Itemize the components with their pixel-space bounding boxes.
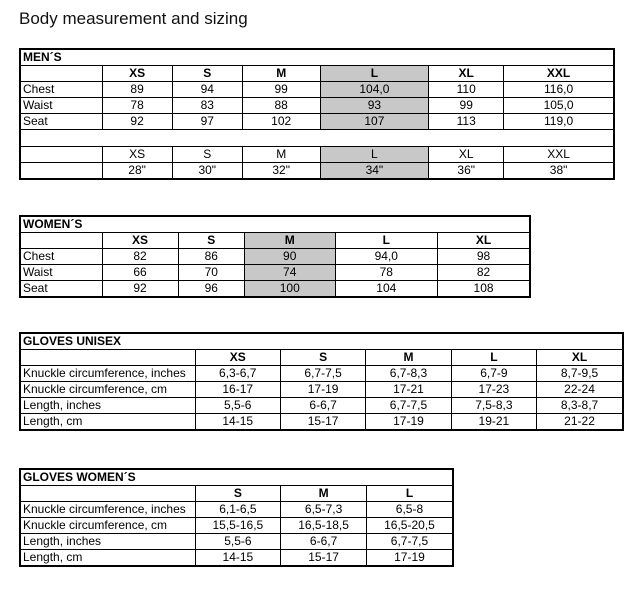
table-cell: 99 — [429, 98, 504, 114]
table-cell: 90 — [244, 249, 335, 265]
size-header: M — [281, 486, 367, 502]
table-cell: 86 — [178, 249, 244, 265]
table-cell: 108 — [438, 281, 530, 298]
size-header: L — [335, 233, 438, 249]
size-header: L — [366, 486, 453, 502]
table-cell: XL — [429, 147, 504, 163]
size-header-row — [20, 486, 453, 502]
mens-size-table — [19, 48, 615, 180]
table-cell: 17-23 — [451, 382, 536, 398]
table-cell: 6-6,7 — [281, 534, 367, 550]
table-cell: 17-19 — [366, 550, 453, 567]
table-cell: 110 — [429, 82, 504, 98]
table-cell: 89 — [102, 82, 172, 98]
row-label: Length, inches — [20, 534, 195, 550]
table-row — [20, 382, 623, 398]
header-empty-cell — [20, 350, 195, 366]
row-label: Waist — [20, 98, 102, 114]
size-header: XL — [429, 66, 504, 82]
spacer-cell — [20, 130, 614, 147]
table-cell: 98 — [438, 249, 530, 265]
row-label: Length, cm — [20, 550, 195, 567]
row-label: Seat — [20, 114, 102, 130]
table-cell: 6-6,7 — [280, 398, 365, 414]
row-label: Waist — [20, 265, 102, 281]
table-row — [20, 249, 530, 265]
row-label: Knuckle circumference, cm — [20, 382, 195, 398]
row-label: Length, cm — [20, 414, 195, 431]
table-cell: 19-21 — [451, 414, 536, 431]
table-cell: 82 — [102, 249, 178, 265]
table-cell: 119,0 — [504, 114, 614, 130]
table-cell: 100 — [244, 281, 335, 298]
table-cell: 6,7-8,3 — [366, 366, 451, 382]
inch-size-row — [20, 147, 614, 163]
table-cell: 5,5-6 — [195, 534, 281, 550]
size-header: L — [320, 66, 429, 82]
table-cell: XS — [102, 147, 172, 163]
table-cell: 78 — [102, 98, 172, 114]
table-row — [20, 414, 623, 431]
inch-value-row — [20, 163, 614, 180]
size-header: XXL — [504, 66, 614, 82]
table-row — [20, 550, 453, 567]
size-header: XL — [438, 233, 530, 249]
size-header: S — [195, 486, 281, 502]
table-cell: 97 — [172, 114, 242, 130]
table-cell: 16-17 — [195, 382, 280, 398]
size-header: XS — [102, 233, 178, 249]
table-cell: 32" — [242, 163, 320, 180]
table-cell: 83 — [172, 98, 242, 114]
table-cell: 6,5-7,3 — [281, 502, 367, 518]
table-row — [20, 518, 453, 534]
table-cell: 14-15 — [195, 550, 281, 567]
table-cell: 94 — [172, 82, 242, 98]
size-header: XS — [195, 350, 280, 366]
table-cell: 92 — [102, 281, 178, 298]
table-row — [20, 534, 453, 550]
womens-size-table — [19, 215, 531, 298]
table-cell: 94,0 — [335, 249, 438, 265]
table-cell: 16,5-18,5 — [281, 518, 367, 534]
table-cell: 16,5-20,5 — [366, 518, 453, 534]
row-label: Length, inches — [20, 398, 195, 414]
header-empty-cell — [20, 233, 102, 249]
table-cell: 116,0 — [504, 82, 614, 98]
table-cell: 30" — [172, 163, 242, 180]
size-header: M — [244, 233, 335, 249]
page-title: Body measurement and sizing — [19, 9, 248, 28]
table-cell: 6,7-7,5 — [366, 534, 453, 550]
table-cell: 8,7-9,5 — [537, 366, 623, 382]
size-header: S — [172, 66, 242, 82]
table-row — [20, 281, 530, 298]
size-header: M — [242, 66, 320, 82]
table-cell: 5,5-6 — [195, 398, 280, 414]
empty-cell — [20, 147, 102, 163]
size-header-row — [20, 350, 623, 366]
row-label: Knuckle circumference, cm — [20, 518, 195, 534]
table-cell: 8,3-8,7 — [537, 398, 623, 414]
table-cell: 88 — [242, 98, 320, 114]
table-cell: 107 — [320, 114, 429, 130]
table-row — [20, 398, 623, 414]
header-empty-cell — [20, 486, 195, 502]
table-cell: 104 — [335, 281, 438, 298]
table-cell: 6,7-9 — [451, 366, 536, 382]
table-cell: 104,0 — [320, 82, 429, 98]
table-cell: 92 — [102, 114, 172, 130]
table-cell: 6,5-8 — [366, 502, 453, 518]
size-header: XL — [537, 350, 623, 366]
table-caption: WOMEN´S — [20, 216, 530, 233]
table-cell: 38" — [504, 163, 614, 180]
table-cell: 15-17 — [280, 414, 365, 431]
size-header-row — [20, 66, 614, 82]
table-row — [20, 366, 623, 382]
size-header: S — [280, 350, 365, 366]
table-cell: 15-17 — [281, 550, 367, 567]
table-cell: 93 — [320, 98, 429, 114]
table-row — [20, 265, 530, 281]
table-cell: 70 — [178, 265, 244, 281]
size-header: S — [178, 233, 244, 249]
table-caption: GLOVES UNISEX — [20, 333, 623, 350]
size-header-row — [20, 233, 530, 249]
table-cell: 105,0 — [504, 98, 614, 114]
table-row — [20, 98, 614, 114]
table-cell: 34" — [320, 163, 429, 180]
size-header: L — [451, 350, 536, 366]
table-cell: 22-24 — [537, 382, 623, 398]
table-cell: 6,3-6,7 — [195, 366, 280, 382]
table-cell: 102 — [242, 114, 320, 130]
header-empty-cell — [20, 66, 102, 82]
table-cell: 82 — [438, 265, 530, 281]
table-cell: 66 — [102, 265, 178, 281]
table-cell: 21-22 — [537, 414, 623, 431]
table-cell: 17-19 — [366, 414, 451, 431]
table-cell: 6,7-7,5 — [366, 398, 451, 414]
table-cell: 74 — [244, 265, 335, 281]
table-cell: 6,1-6,5 — [195, 502, 281, 518]
spacer-row — [20, 130, 614, 147]
table-cell: 36" — [429, 163, 504, 180]
row-label: Seat — [20, 281, 102, 298]
table-cell: L — [320, 147, 429, 163]
table-cell: 96 — [178, 281, 244, 298]
table-cell: M — [242, 147, 320, 163]
table-row — [20, 114, 614, 130]
table-row — [20, 502, 453, 518]
gloves-unisex-table — [19, 332, 624, 431]
size-header: XS — [102, 66, 172, 82]
table-cell: S — [172, 147, 242, 163]
table-cell: XXL — [504, 147, 614, 163]
table-cell: 6,7-7,5 — [280, 366, 365, 382]
table-row — [20, 82, 614, 98]
table-cell: 17-19 — [280, 382, 365, 398]
gloves-womens-table — [19, 468, 454, 567]
size-header: M — [366, 350, 451, 366]
row-label: Chest — [20, 82, 102, 98]
table-cell: 14-15 — [195, 414, 280, 431]
table-cell: 99 — [242, 82, 320, 98]
row-label: Knuckle circumference, inches — [20, 502, 195, 518]
empty-cell — [20, 163, 102, 180]
table-caption: MEN´S — [20, 49, 614, 66]
table-cell: 17-21 — [366, 382, 451, 398]
table-caption: GLOVES WOMEN´S — [20, 469, 453, 486]
table-cell: 15,5-16,5 — [195, 518, 281, 534]
table-cell: 113 — [429, 114, 504, 130]
row-label: Chest — [20, 249, 102, 265]
table-cell: 28" — [102, 163, 172, 180]
table-cell: 7,5-8,3 — [451, 398, 536, 414]
row-label: Knuckle circumference, inches — [20, 366, 195, 382]
table-cell: 78 — [335, 265, 438, 281]
